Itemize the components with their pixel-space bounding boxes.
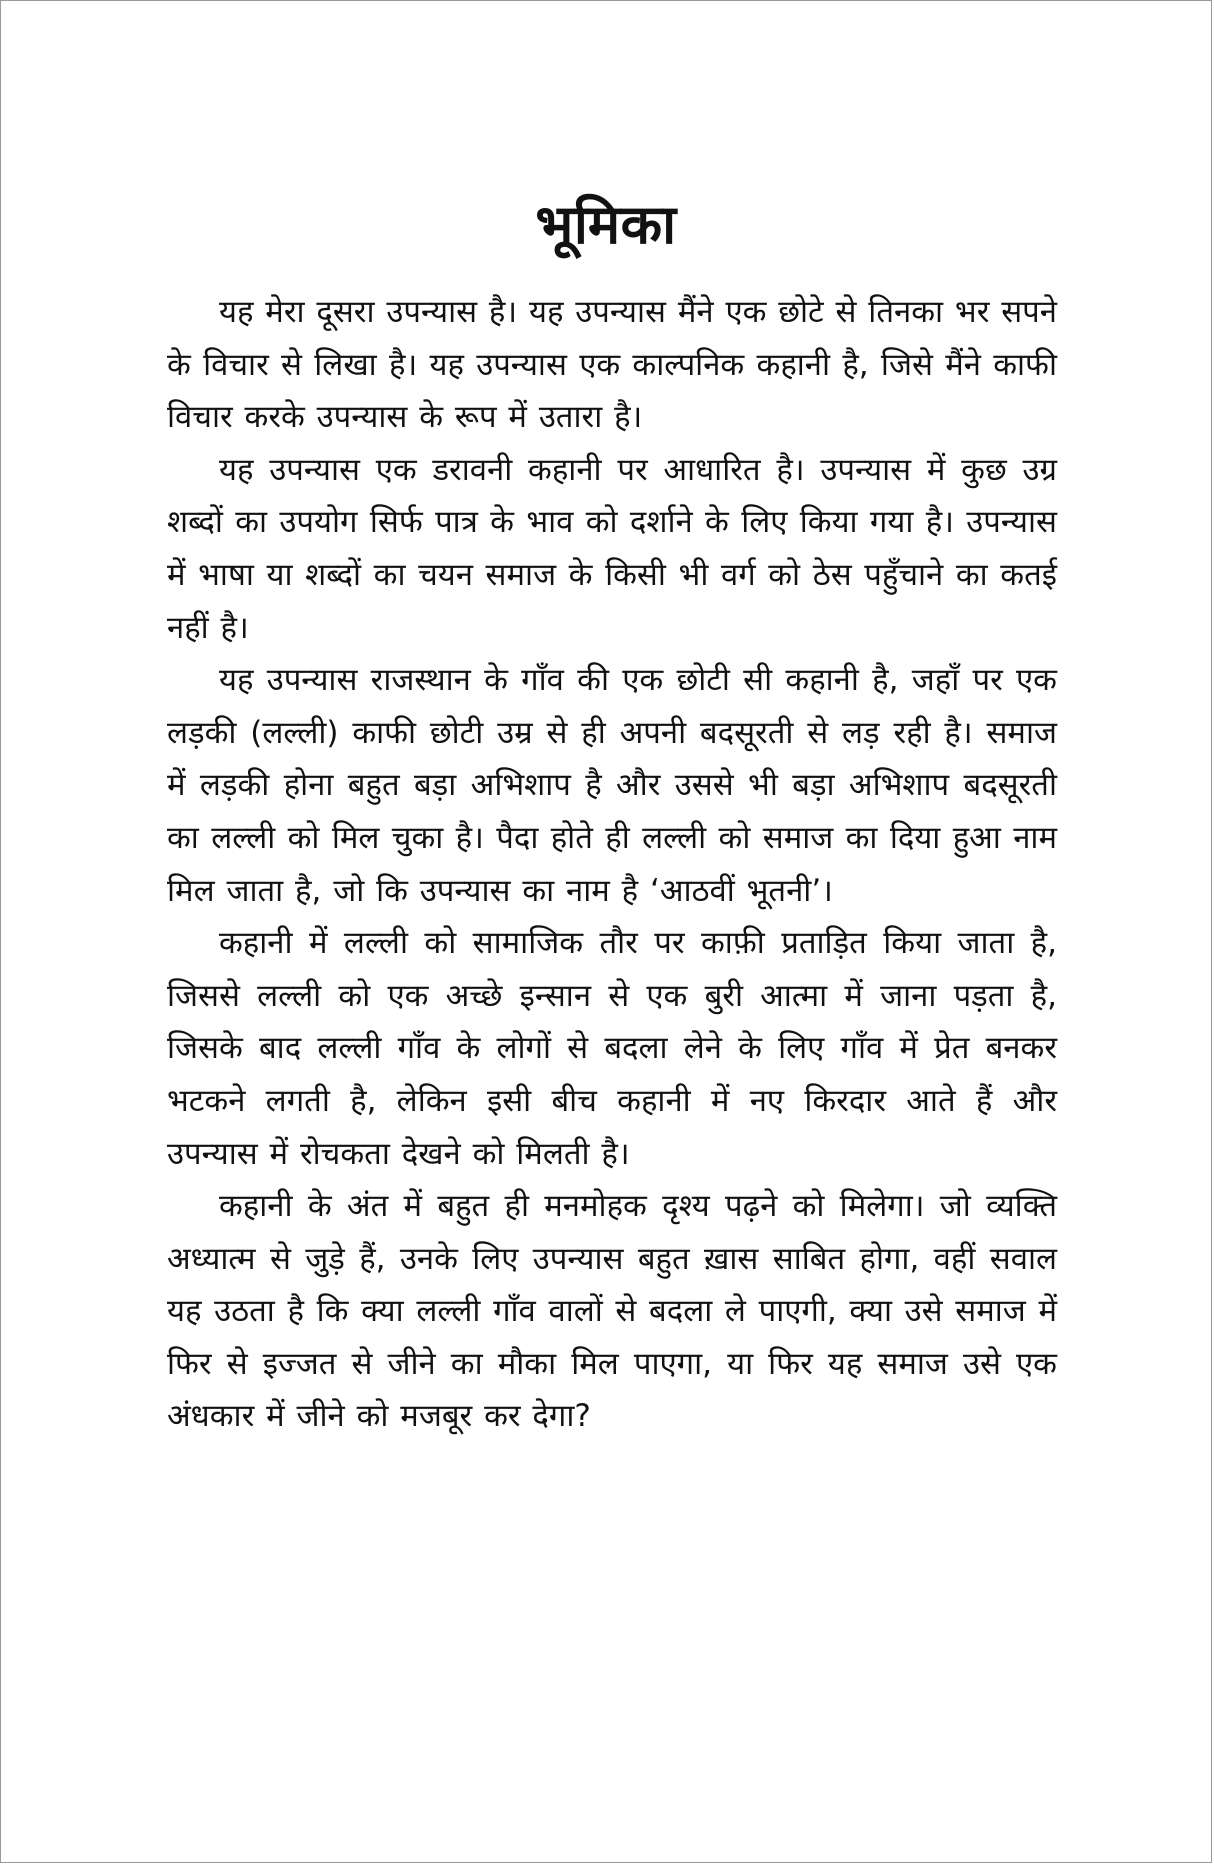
- paragraph-2: यह उपन्यास एक डरावनी कहानी पर आधारित है। उपन्यास में कुछ उग्र शब्दों का उपयोग सिर्फ पात्र के भाव को दर्शाने के लिए किया गया है। उपन्यास में भाषा या शब्दों का चयन समाज के किसी भी वर्ग को ठेस पहुँचाने का कतई नहीं है।: [167, 451, 1057, 646]
- page-title: भूमिका: [535, 193, 677, 257]
- paragraph-5: कहानी के अंत में बहुत ही मनमोहक दृश्य पढ़ने को मिलेगा। जो व्यक्ति अध्यात्म से जुड़े हैं, उनके लिए उपन्यास बहुत ख़ास साबित होगा, वहीं सवाल यह उठता है कि क्या लल्ली गाँव वालों से बदला ले पाएगी, क्या उसे समाज में फिर से इज्जत से जीने का मौका मिल पाएगा, या फिर यह समाज उसे एक अंधकार में जीने को मजबूर कर देगा?: [167, 1188, 1057, 1435]
- paragraph-1: यह मेरा दूसरा उपन्यास है। यह उपन्यास मैंने एक छोटे से तिनका भर सपने के विचार से लिखा है। यह उपन्यास एक काल्पनिक कहानी है, जिसे मैंने काफी विचार करके उपन्यास के रूप में उतारा है।: [167, 294, 1057, 436]
- preface-body: [167, 286, 1057, 1443]
- paragraph-4: कहानी में लल्ली को सामाजिक तौर पर काफ़ी प्रताड़ित किया जाता है, जिससे लल्ली को एक अच्छे इन्सान से एक बुरी आत्मा में जाना पड़ता है, जिसके बाद लल्ली गाँव के लोगों से बदला लेने के लिए गाँव में प्रेत बनकर भटकने लगती है, लेकिन इसी बीच कहानी में नए किरदार आते हैं और उपन्यास में रोचकता देखने को मिलती है।: [167, 925, 1057, 1172]
- paragraph-3: यह उपन्यास राजस्थान के गाँव की एक छोटी सी कहानी है, जहाँ पर एक लड़की (लल्ली) काफी छोटी उम्र से ही अपनी बदसूरती से लड़ रही है। समाज में लड़की होना बहुत बड़ा अभिशाप है और उससे भी बड़ा अभिशाप बदसूरती का लल्ली को मिल चुका है। पैदा होते ही लल्ली को समाज का दिया हुआ नाम मिल जाता है, जो कि उपन्यास का नाम है ‘आठवीं भूतनी’।: [167, 662, 1057, 909]
